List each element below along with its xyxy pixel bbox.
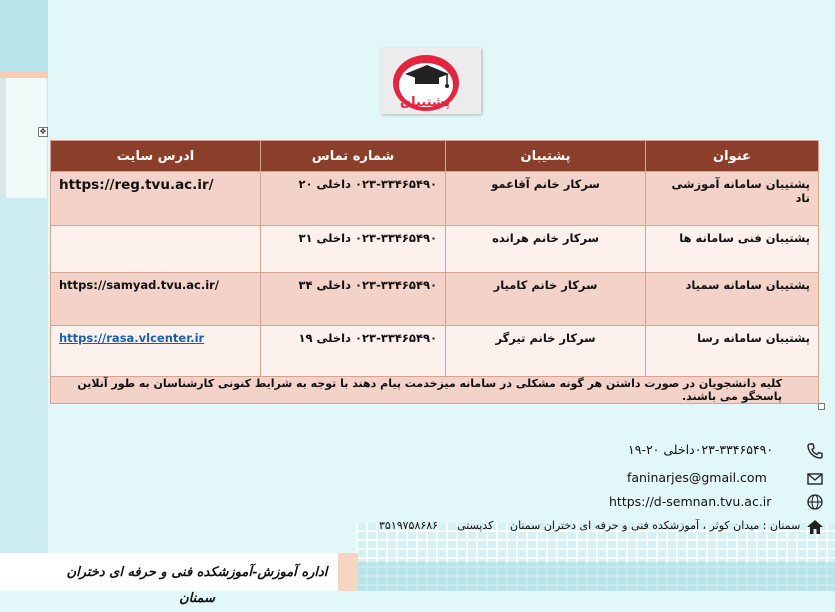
table-resize-handle[interactable] [818,403,825,410]
table-move-handle[interactable]: ✥ [39,127,47,136]
cell-title: پشتیبان فنی سامانه ها [646,226,819,273]
header-title: عنوان [646,141,819,172]
postal-label: کدپستی [457,519,494,532]
table-header-row [51,141,819,172]
cell-site: https://samyad.tvu.ac.ir/ [51,273,261,326]
logo-text: پشتیبان [399,95,451,110]
cell-person: سرکار خانم کامیار [446,273,646,326]
graduation-cap-logo-icon [381,48,481,114]
table-row [51,226,819,273]
contact-phone: ۰۲۳-۳۳۴۶۵۴۹۰داخلی ۲۰-۱۹ [628,442,774,457]
cell-person: سرکار خانم هرانده [446,226,646,273]
postal-code: ۳۵۱۹۷۵۸۶۸۶ [379,519,439,532]
rasa-link[interactable]: https://rasa.vlcenter.ir [59,331,205,345]
cell-phone: ۰۲۳-۳۳۴۶۵۴۹۰ داخلی ۲۰ [261,172,446,226]
support-table [50,140,819,404]
strip-lower-teal [0,198,48,591]
cell-person: سرکار خانم تیرگر [446,326,646,377]
cell-phone: ۰۲۳-۳۳۴۶۵۴۹۰ داخلی ۳۴ [261,273,446,326]
cell-phone: ۰۲۳-۳۳۴۶۵۴۹۰ داخلی ۱۹ [261,326,446,377]
cell-site: https://reg.tvu.ac.ir/ [51,172,261,226]
strip-teal-block [0,0,48,72]
home-icon [806,518,824,536]
contact-email[interactable]: faninarjes@gmail.com [627,470,767,485]
strip-white-block [0,78,48,198]
support-logo [381,48,481,114]
left-decorative-strip [0,0,48,591]
cell-title: پشتیبان سامانه آموزشی ناد [646,172,819,226]
contact-address: سمنان : میدان کوثر ، آموزشکده فنی و حرفه ای دختران سمنان [510,519,801,532]
cell-phone: ۰۲۳-۳۳۴۶۵۴۹۰ داخلی ۳۱ [261,226,446,273]
table-row [51,172,819,226]
table-row [51,273,819,326]
header-phone: شماره تماس [261,141,446,172]
bottom-teal-band [356,562,835,591]
envelope-icon [806,470,824,488]
header-person: پشتیبان [446,141,646,172]
cell-title: پشتیبان سامانه رسا [646,326,819,377]
cell-title: پشتیبان سامانه سمیاد [646,273,819,326]
footer-note: کلیه دانشجویان در صورت داشتن هر گونه مشکلی در سامانه میزخدمت پیام دهند با توجه به شرایط کنونی کارشناسان به طور آنلاین پاسخگو می باشند. [51,377,819,404]
phone-icon [806,442,824,460]
globe-icon [806,493,824,511]
header-site: ادرس سایت [51,141,261,172]
organization-signature: اداره آموزش-آموزشکده فنی و حرفه ای دختران سمنان [66,565,328,606]
contact-website[interactable]: https://d-semnan.tvu.ac.ir [609,494,772,509]
cell-site [51,226,261,273]
table-footer-row [51,377,819,404]
strip-grey-edge [0,78,6,198]
cell-person: سرکار خانم آقاعمو [446,172,646,226]
table-row [51,326,819,377]
cell-site [51,326,261,377]
